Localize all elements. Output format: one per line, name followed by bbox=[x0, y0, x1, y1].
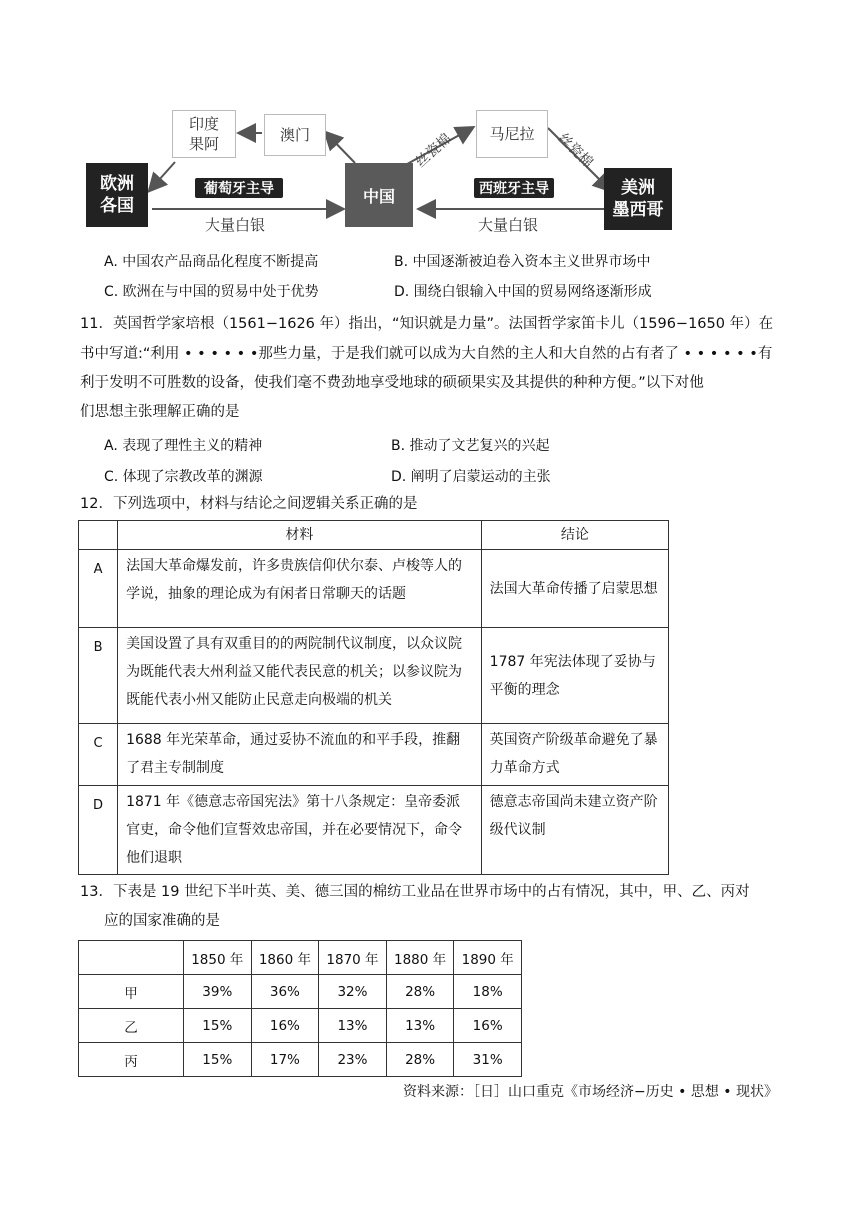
cell-value: 36% bbox=[251, 975, 319, 1009]
q11-option-c[interactable]: C. 体现了宗教改革的渊源 bbox=[104, 469, 263, 485]
table-header-row bbox=[79, 941, 522, 975]
row-material: 1688 年光荣革命，通过妥协不流血的和平手段，推翻了君主专制制度 bbox=[118, 724, 482, 786]
banner-portugal: 葡萄牙主导 bbox=[195, 178, 283, 198]
cell-value: 28% bbox=[386, 1043, 454, 1077]
row-conclusion: 德意志帝国尚未建立资产阶级代议制 bbox=[481, 786, 668, 875]
node-manila: 马尼拉 bbox=[476, 110, 548, 158]
cell-value: 16% bbox=[251, 1009, 319, 1043]
table-row bbox=[79, 975, 522, 1009]
table-row bbox=[79, 1043, 522, 1077]
node-india-goa: 印度 果阿 bbox=[172, 110, 236, 158]
label-silk-left: 丝瓷棉 bbox=[412, 130, 455, 171]
row-name: 丙 bbox=[79, 1043, 184, 1077]
cell-value: 18% bbox=[454, 975, 522, 1009]
q11-option-a[interactable]: A. 表现了理性主义的精神 bbox=[104, 438, 263, 454]
row-letter: B bbox=[79, 628, 118, 724]
table-row bbox=[79, 1009, 522, 1043]
header-material: 材料 bbox=[118, 521, 482, 550]
node-macau: 澳门 bbox=[264, 114, 326, 156]
node-europe: 欧洲 各国 bbox=[86, 163, 148, 227]
q13-stem-line-1: 13．下表是 19 世纪下半叶英、美、德三国的棉纺工业品在世界市场中的占有情况，其中，甲、乙、丙对 bbox=[80, 884, 750, 900]
cell-value: 16% bbox=[454, 1009, 522, 1043]
label-silver-left: 大量白银 bbox=[205, 216, 266, 234]
q11-line-1: 11．英国哲学家培根（1561−1626 年）指出，“知识就是力量”。法国哲学家笛卡儿（1596−1650 年）在 bbox=[80, 316, 774, 332]
q11-option-d[interactable]: D. 阐明了启蒙运动的主张 bbox=[391, 469, 551, 485]
row-material: 1871 年《德意志帝国宪法》第十八条规定：皇帝委派官吏，命令他们宣誓效忠帝国，并在必要情况下，命令他们退职 bbox=[118, 786, 482, 875]
node-china: 中国 bbox=[345, 163, 413, 227]
cell-value: 13% bbox=[386, 1009, 454, 1043]
q13-stem-line-2: 应的国家准确的是 bbox=[104, 913, 220, 929]
header-conclusion: 结论 bbox=[481, 521, 668, 550]
row-conclusion: 英国资产阶级革命避免了暴力革命方式 bbox=[481, 724, 668, 786]
table-row bbox=[79, 550, 669, 628]
row-name: 乙 bbox=[79, 1009, 184, 1043]
q10-option-c[interactable]: C. 欧洲在与中国的贸易中处于优势 bbox=[104, 284, 319, 300]
cell-value: 15% bbox=[184, 1009, 252, 1043]
header-year: 1890 年 bbox=[454, 941, 522, 975]
header-year: 1860 年 bbox=[251, 941, 319, 975]
cell-value: 13% bbox=[319, 1009, 387, 1043]
q10-option-d[interactable]: D. 围绕白银输入中国的贸易网络逐渐形成 bbox=[394, 284, 652, 300]
q11-line-2: 书中写道:“利用 • • • • • •那些力量，于是我们就可以成为大自然的主人和大自然的占有者了 • • • • • •有 bbox=[80, 346, 773, 362]
q12-table bbox=[78, 520, 669, 875]
header-year: 1870 年 bbox=[319, 941, 387, 975]
row-conclusion: 1787 年宪法体现了妥协与平衡的理念 bbox=[481, 628, 668, 724]
row-material: 法国大革命爆发前，许多贵族信仰伏尔泰、卢梭等人的学说，抽象的理论成为有闲者日常聊天的话题 bbox=[118, 550, 482, 628]
row-letter: A bbox=[79, 550, 118, 628]
cell-value: 31% bbox=[454, 1043, 522, 1077]
q13-table bbox=[78, 940, 522, 1077]
row-letter: D bbox=[79, 786, 118, 875]
header-empty-cell bbox=[79, 941, 184, 975]
q12-stem: 12．下列选项中，材料与结论之间逻辑关系正确的是 bbox=[80, 496, 418, 512]
q11-option-b[interactable]: B. 推动了文艺复兴的兴起 bbox=[391, 438, 550, 454]
q10-option-b[interactable]: B. 中国逐渐被迫卷入资本主义世界市场中 bbox=[394, 254, 651, 270]
row-letter: C bbox=[79, 724, 118, 786]
label-silver-right: 大量白银 bbox=[478, 216, 539, 234]
header-year: 1850 年 bbox=[184, 941, 252, 975]
cell-value: 32% bbox=[319, 975, 387, 1009]
row-conclusion: 法国大革命传播了启蒙思想 bbox=[481, 550, 668, 628]
cell-value: 23% bbox=[319, 1043, 387, 1077]
q13-source-note: 资料来源：［日］山口重克《市场经济−历史 • 思想 • 现状》 bbox=[402, 1084, 778, 1100]
q10-option-a[interactable]: A. 中国农产品商品化程度不断提高 bbox=[104, 254, 319, 270]
banner-spain: 西班牙主导 bbox=[474, 178, 554, 198]
table-header-row bbox=[79, 521, 669, 550]
q11-line-3: 利于发明不可胜数的设备，使我们毫不费劲地享受地球的硕硕果实及其提供的种种方便。”以下对他 bbox=[80, 375, 704, 391]
header-empty-cell bbox=[79, 521, 118, 550]
label-silk-right: 丝瓷棉 bbox=[554, 130, 596, 172]
row-material: 美国设置了具有双重目的的两院制代议制度，以众议院为既能代表大州利益又能代表民意的机关；以参议院为既能代表小州又能防止民意走向极端的机关 bbox=[118, 628, 482, 724]
header-year: 1880 年 bbox=[386, 941, 454, 975]
table-row bbox=[79, 628, 669, 724]
cell-value: 17% bbox=[251, 1043, 319, 1077]
node-america-mexico: 美洲 墨西哥 bbox=[604, 168, 672, 230]
table-row bbox=[79, 786, 669, 875]
q11-line-4: 们思想主张理解正确的是 bbox=[80, 404, 240, 420]
row-name: 甲 bbox=[79, 975, 184, 1009]
cell-value: 15% bbox=[184, 1043, 252, 1077]
table-row bbox=[79, 724, 669, 786]
cell-value: 28% bbox=[386, 975, 454, 1009]
cell-value: 39% bbox=[184, 975, 252, 1009]
